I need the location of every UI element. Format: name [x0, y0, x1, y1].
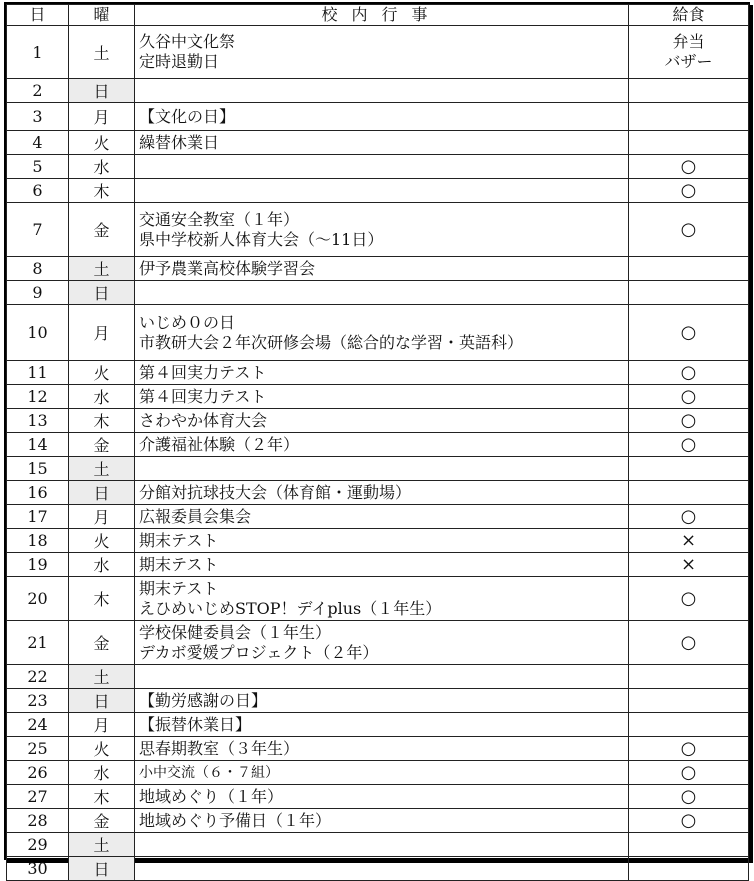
- weekday-cell: 日: [69, 857, 135, 881]
- weekday-cell: 土: [69, 457, 135, 481]
- meal-cell: [629, 409, 749, 433]
- table-row: [7, 553, 749, 577]
- table-row: [7, 857, 749, 881]
- weekday-cell: 金: [69, 809, 135, 833]
- events-cell: [135, 26, 629, 79]
- events-cell: [135, 103, 629, 131]
- header-day: 日: [7, 5, 69, 26]
- day-cell: 3: [7, 103, 69, 131]
- weekday-cell: 土: [69, 26, 135, 79]
- event-text: 学校保健委員会（１年生）: [139, 622, 332, 642]
- events-cell: [135, 257, 629, 281]
- event-text: デカボ愛媛プロジェクト（２年）: [139, 642, 379, 662]
- table-row: [7, 577, 749, 621]
- events-cell: [135, 203, 629, 257]
- weekday-cell: 火: [69, 131, 135, 155]
- day-cell: 2: [7, 79, 69, 103]
- meal-cell: [629, 257, 749, 281]
- table-row: [7, 505, 749, 529]
- events-cell: [135, 713, 629, 737]
- day-cell: 8: [7, 257, 69, 281]
- table-row: [7, 131, 749, 155]
- meal-served-mark: ○: [680, 631, 697, 653]
- events-cell: [135, 385, 629, 409]
- table-row: [7, 809, 749, 833]
- weekday-cell: 木: [69, 409, 135, 433]
- day-cell: 9: [7, 281, 69, 305]
- meal-cell: [629, 833, 749, 857]
- meal-served-mark: ○: [680, 385, 697, 407]
- weekday-cell: 金: [69, 203, 135, 257]
- table-row: [7, 385, 749, 409]
- event-text: 第４回実力テスト: [139, 386, 267, 406]
- meal-cell: [629, 281, 749, 305]
- weekday-cell: 木: [69, 577, 135, 621]
- header-events: 校内行事: [135, 5, 629, 26]
- weekday-cell: 月: [69, 713, 135, 737]
- table-row: [7, 737, 749, 761]
- meal-cell: [629, 79, 749, 103]
- day-cell: 27: [7, 785, 69, 809]
- weekday-cell: 月: [69, 505, 135, 529]
- day-cell: 29: [7, 833, 69, 857]
- meal-served-mark: ○: [680, 785, 697, 807]
- weekday-cell: 日: [69, 689, 135, 713]
- day-cell: 1: [7, 26, 69, 79]
- meal-cell: [629, 203, 749, 257]
- day-cell: 18: [7, 529, 69, 553]
- events-cell: [135, 529, 629, 553]
- event-text: 分館対抗球技大会（体育館・運動場）: [139, 482, 412, 502]
- weekday-cell: 土: [69, 833, 135, 857]
- meal-cell: [629, 481, 749, 505]
- weekday-cell: 日: [69, 281, 135, 305]
- day-cell: 12: [7, 385, 69, 409]
- event-text: 地域めぐり予備日（１年）: [139, 810, 332, 830]
- event-text: 第４回実力テスト: [139, 362, 267, 382]
- meal-cell: [629, 505, 749, 529]
- event-text: 市教研大会２年次研修会場（総合的な学習・英語科）: [139, 332, 524, 352]
- meal-none-mark: ×: [680, 553, 697, 575]
- meal-served-mark: ○: [680, 218, 697, 240]
- table-row: [7, 305, 749, 361]
- meal-served-mark: ○: [680, 587, 697, 609]
- event-text: 【勤労感謝の日】: [139, 690, 268, 710]
- weekday-cell: 金: [69, 621, 135, 665]
- day-cell: 16: [7, 481, 69, 505]
- meal-cell: [629, 131, 749, 155]
- meal-cell: [629, 577, 749, 621]
- weekday-cell: 木: [69, 785, 135, 809]
- weekday-cell: 日: [69, 481, 135, 505]
- day-cell: 13: [7, 409, 69, 433]
- day-cell: 26: [7, 761, 69, 785]
- event-text: 期末テスト: [139, 554, 219, 574]
- meal-served-mark: ○: [680, 505, 697, 527]
- table-row: [7, 457, 749, 481]
- event-text: 定時退勤日: [139, 52, 220, 71]
- weekday-cell: 金: [69, 433, 135, 457]
- event-text: 期末テスト: [139, 578, 219, 598]
- meal-cell: [629, 361, 749, 385]
- table-row: [7, 481, 749, 505]
- table-row: [7, 665, 749, 689]
- schedule-sheet: [4, 2, 750, 879]
- day-cell: 15: [7, 457, 69, 481]
- day-cell: 14: [7, 433, 69, 457]
- events-cell: [135, 305, 629, 361]
- events-cell: [135, 361, 629, 385]
- meal-cell: [629, 385, 749, 409]
- events-cell: [135, 131, 629, 155]
- day-cell: 7: [7, 203, 69, 257]
- day-cell: 10: [7, 305, 69, 361]
- events-cell: [135, 761, 629, 785]
- day-cell: 19: [7, 553, 69, 577]
- day-cell: 4: [7, 131, 69, 155]
- day-cell: 28: [7, 809, 69, 833]
- table-row: [7, 621, 749, 665]
- meal-served-mark: ○: [680, 433, 697, 455]
- weekday-cell: 火: [69, 737, 135, 761]
- event-text: 思春期教室（３年生）: [139, 738, 300, 758]
- events-cell: [135, 689, 629, 713]
- event-text: 【文化の日】: [139, 106, 236, 126]
- day-cell: 5: [7, 155, 69, 179]
- meal-cell: [629, 857, 749, 881]
- schedule-table: [6, 4, 749, 881]
- event-text: 地域めぐり（１年）: [139, 786, 284, 806]
- table-row: [7, 203, 749, 257]
- header-meal: 給食: [629, 5, 749, 26]
- meal-served-mark: ○: [680, 761, 697, 783]
- meal-cell: [629, 305, 749, 361]
- weekday-cell: 月: [69, 305, 135, 361]
- header-dow: 曜: [69, 5, 135, 26]
- table-row: [7, 409, 749, 433]
- day-cell: 11: [7, 361, 69, 385]
- meal-cell: [629, 809, 749, 833]
- weekday-cell: 月: [69, 103, 135, 131]
- events-cell: [135, 481, 629, 505]
- event-text: 介護福祉体験（２年）: [139, 434, 300, 454]
- day-cell: 20: [7, 577, 69, 621]
- event-text: さわやか体育大会: [139, 410, 268, 430]
- events-cell: [135, 857, 629, 881]
- event-text: えひめいじめSTOP！デイplus（１年生）: [139, 598, 442, 618]
- meal-note: 弁当: [672, 32, 705, 51]
- events-cell: [135, 155, 629, 179]
- table-row: [7, 361, 749, 385]
- table-row: [7, 433, 749, 457]
- event-text: 県中学校新人体育大会（～11日）: [139, 229, 384, 249]
- header-row: [7, 5, 749, 26]
- events-cell: [135, 179, 629, 203]
- event-text: 小中交流（６・７組）: [139, 764, 279, 781]
- table-row: [7, 26, 749, 79]
- day-cell: 21: [7, 621, 69, 665]
- events-cell: [135, 785, 629, 809]
- events-cell: [135, 809, 629, 833]
- meal-cell: [629, 553, 749, 577]
- meal-cell: [629, 621, 749, 665]
- day-cell: 22: [7, 665, 69, 689]
- meal-served-mark: ○: [680, 361, 697, 383]
- weekday-cell: 木: [69, 179, 135, 203]
- meal-served-mark: ○: [680, 737, 697, 759]
- meal-served-mark: ○: [680, 409, 697, 431]
- table-row: [7, 155, 749, 179]
- day-cell: 25: [7, 737, 69, 761]
- event-text: 久谷中文化祭: [139, 32, 236, 51]
- meal-cell: [629, 26, 749, 79]
- weekday-cell: 日: [69, 79, 135, 103]
- weekday-cell: 土: [69, 665, 135, 689]
- meal-cell: [629, 529, 749, 553]
- table-row: [7, 785, 749, 809]
- table-row: [7, 281, 749, 305]
- events-cell: [135, 505, 629, 529]
- events-cell: [135, 621, 629, 665]
- event-text: 繰替休業日: [139, 132, 220, 152]
- meal-cell: [629, 713, 749, 737]
- meal-cell: [629, 433, 749, 457]
- meal-served-mark: ○: [680, 809, 697, 831]
- meal-none-mark: ×: [680, 529, 697, 551]
- table-row: [7, 833, 749, 857]
- weekday-cell: 火: [69, 529, 135, 553]
- event-text: 交通安全教室（１年）: [139, 209, 300, 229]
- table-row: [7, 761, 749, 785]
- events-cell: [135, 665, 629, 689]
- meal-cell: [629, 457, 749, 481]
- meal-cell: [629, 761, 749, 785]
- meal-served-mark: ○: [680, 321, 697, 343]
- table-row: [7, 257, 749, 281]
- table-row: [7, 713, 749, 737]
- event-text: 伊予農業高校体験学習会: [139, 258, 316, 278]
- meal-served-mark: ○: [680, 155, 697, 177]
- meal-cell: [629, 155, 749, 179]
- weekday-cell: 火: [69, 361, 135, 385]
- events-cell: [135, 553, 629, 577]
- table-row: [7, 529, 749, 553]
- meal-cell: [629, 737, 749, 761]
- weekday-cell: 水: [69, 761, 135, 785]
- weekday-cell: 土: [69, 257, 135, 281]
- meal-served-mark: ○: [680, 179, 697, 201]
- weekday-cell: 水: [69, 385, 135, 409]
- meal-cell: [629, 665, 749, 689]
- events-cell: [135, 457, 629, 481]
- event-text: 広報委員会集会: [139, 506, 252, 526]
- meal-cell: [629, 179, 749, 203]
- schedule-body: [7, 26, 749, 881]
- meal-cell: [629, 689, 749, 713]
- table-row: [7, 103, 749, 131]
- events-cell: [135, 833, 629, 857]
- events-cell: [135, 577, 629, 621]
- events-cell: [135, 737, 629, 761]
- event-text: 期末テスト: [139, 530, 219, 550]
- day-cell: 6: [7, 179, 69, 203]
- events-cell: [135, 409, 629, 433]
- events-cell: [135, 281, 629, 305]
- table-row: [7, 79, 749, 103]
- table-row: [7, 179, 749, 203]
- day-cell: 24: [7, 713, 69, 737]
- day-cell: 23: [7, 689, 69, 713]
- events-cell: [135, 433, 629, 457]
- table-row: [7, 689, 749, 713]
- weekday-cell: 水: [69, 553, 135, 577]
- day-cell: 17: [7, 505, 69, 529]
- events-cell: [135, 79, 629, 103]
- day-cell: 30: [7, 857, 69, 881]
- weekday-cell: 水: [69, 155, 135, 179]
- event-text: 【振替休業日】: [139, 714, 252, 734]
- meal-note: バザー: [664, 52, 713, 71]
- event-text: いじめ０の日: [139, 312, 236, 332]
- meal-cell: [629, 103, 749, 131]
- meal-cell: [629, 785, 749, 809]
